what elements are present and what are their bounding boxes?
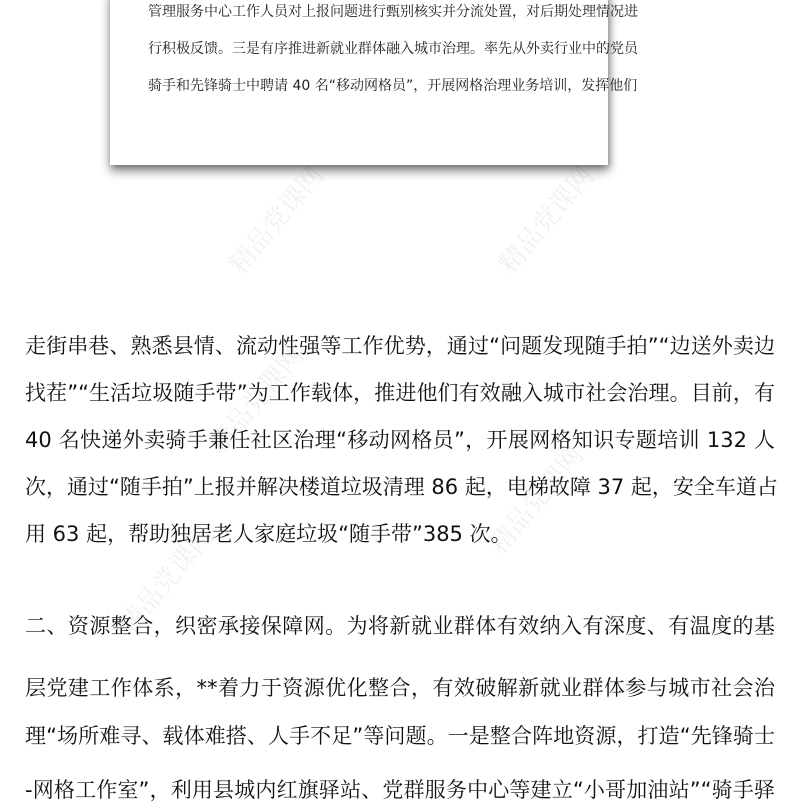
text-line: -网格工作室”，利用县城内红旗驿站、党群服务中心等建立“小哥加油站”“骑手驿 — [25, 778, 775, 802]
document-page-card — [110, 0, 638, 165]
text-line: 理“场所难寻、载体难搭、人手不足”等问题。一是整合阵地资源，打造“先锋骑士 — [25, 724, 775, 748]
text-line: 二、资源整合，织密承接保障网。为将新就业群体有效纳入有深度、有温度的基 — [25, 614, 775, 638]
card-text-line: 管理服务中心工作人员对上报问题进行甄别核实并分流处置，对后期处理情况进 — [148, 4, 638, 20]
watermark: 精品党课网 — [113, 520, 221, 640]
watermark: 精品党课网 — [203, 340, 311, 460]
text-line: 用 63 起，帮助独居老人家庭垃圾“随手带”385 次。 — [25, 522, 512, 546]
text-line: 40 名快递外卖骑手兼任社区治理“移动网格员”，开展网格知识专题培训 132 人 — [25, 428, 775, 452]
card-text-line: 骑手和先锋骑士中聘请 40 名“移动网格员”，开展网格治理业务培训，发挥他们 — [148, 78, 638, 94]
watermark: 精品党课网 — [493, 160, 601, 280]
watermark: 精品党课网 — [483, 440, 591, 560]
text-line: 层党建工作体系，**着力于资源优化整合，有效破解新就业群体参与城市社会治 — [25, 676, 775, 700]
card-text-line: 行积极反馈。三是有序推进新就业群体融入城市治理。率先从外卖行业中的党员 — [148, 41, 638, 57]
watermark: 精品党课网 — [223, 160, 331, 280]
text-line: 找茬”“生活垃圾随手带”为工作载体，推进他们有效融入城市社会治理。目前，有 — [25, 381, 775, 405]
text-line: 次，通过“随手拍”上报并解决楼道垃圾清理 86 起，电梯故障 37 起，安全车道占 — [25, 475, 778, 499]
text-line: 走街串巷、熟悉县情、流动性强等工作优势，通过“问题发现随手拍”“边送外卖边 — [25, 334, 775, 358]
